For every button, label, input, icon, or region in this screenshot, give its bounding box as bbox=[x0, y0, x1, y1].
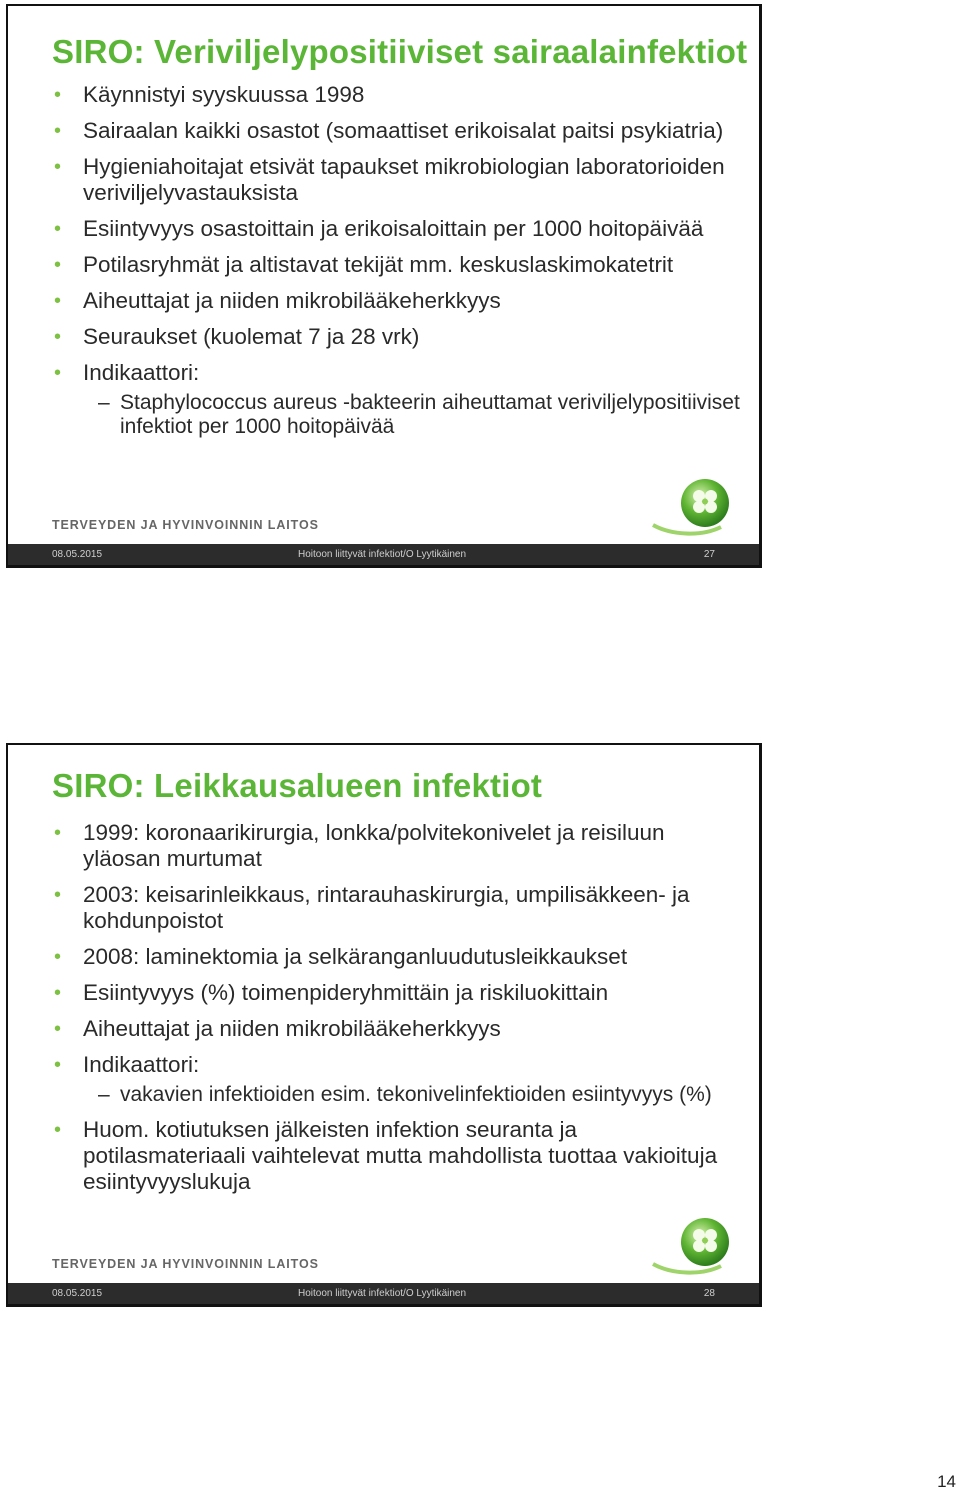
bullet-item: • 1999: koronaarikirurgia, lonkka/polvitekonivelet ja reisiluun yläosan murtumat bbox=[54, 820, 665, 871]
bullet-dot-icon: • bbox=[54, 254, 62, 276]
bullet-item: • Sairaalan kaikki osastot (somaattiset erikoisalat paitsi psykiatria) bbox=[54, 118, 724, 143]
bullet-item: • Hygieniahoitajat etsivät tapaukset mikrobiologian laboratorioiden veriviljelyvastauksista bbox=[54, 154, 725, 205]
bullet-dot-icon: • bbox=[54, 362, 62, 384]
bullet-dot-icon: • bbox=[54, 84, 62, 106]
bullet-item: • 2003: keisarinleikkaus, rintarauhaskirurgia, umpilisäkkeen- ja kohdunpoistot bbox=[54, 882, 690, 933]
bullet-dot-icon: • bbox=[54, 326, 62, 348]
dash-icon: – bbox=[98, 1083, 110, 1106]
bullet-item: • Aiheuttajat ja niiden mikrobilääkeherkkyys bbox=[54, 1016, 501, 1041]
bullet-item: • Indikaattori: – Staphylococcus aureus -bakteerin aiheuttamat veriviljelypositiiviset infektiot per 1000 hoitopäivää bbox=[52, 360, 742, 439]
bullet-item: • Huom. kotiutuksen jälkeisten infektion seuranta ja potilasmateriaali vaihtelevat mutta mahdollista tuottaa vakioituja esiintyvyyslukuja bbox=[54, 1117, 718, 1194]
slide-footer bbox=[8, 1283, 759, 1304]
sub-bullet-list bbox=[83, 391, 742, 439]
bullet-item: • Käynnistyi syyskuussa 1998 bbox=[54, 82, 365, 107]
slide-title: SIRO: Veriviljelypositiiviset sairaalainfektiot bbox=[52, 33, 748, 70]
bullet-dot-icon: • bbox=[54, 884, 62, 906]
slide-number: 27 bbox=[703, 549, 715, 560]
footer-date: 08.05.2015 bbox=[52, 1288, 103, 1299]
bullet-dot-icon: • bbox=[54, 946, 62, 968]
slide-27 bbox=[6, 4, 762, 568]
bullet-dot-icon: • bbox=[54, 218, 62, 240]
green-sphere-clover-logo-icon bbox=[651, 473, 741, 537]
bullet-dot-icon: • bbox=[54, 290, 62, 312]
bullet-item: • 2008: laminektomia ja selkäranganluudutusleikkaukset bbox=[54, 944, 628, 969]
footer-date: 08.05.2015 bbox=[52, 549, 103, 560]
bullet-dot-icon: • bbox=[54, 982, 62, 1004]
bullet-item: • Potilasryhmät ja altistavat tekijät mm. keskuslaskimokatetrit bbox=[54, 252, 674, 277]
bullet-list bbox=[52, 820, 742, 1205]
bullet-item: • Esiintyvyys osastoittain ja erikoisaloittain per 1000 hoitopäivää bbox=[54, 216, 704, 241]
bullet-list bbox=[52, 82, 742, 449]
bullet-dot-icon: • bbox=[54, 120, 62, 142]
bullet-item: • Indikaattori: – vakavien infektioiden esim. tekonivelinfektioiden esiintyvyys (%) bbox=[52, 1052, 742, 1107]
page-number: 14 bbox=[937, 1472, 956, 1491]
bullet-item: • Esiintyvyys (%) toimenpideryhmittäin ja riskiluokittain bbox=[54, 980, 609, 1005]
green-sphere-clover-logo-icon bbox=[651, 1212, 741, 1276]
footer-title: Hoitoon liittyvät infektiot/O Lyytikäinen bbox=[298, 1288, 467, 1299]
organization-logotype: TERVEYDEN JA HYVINVOINNIN LAITOS bbox=[52, 518, 319, 532]
bullet-dot-icon: • bbox=[54, 1054, 62, 1076]
sub-bullet-item: – Staphylococcus aureus -bakteerin aiheuttamat veriviljelypositiiviset infektiot per 1000 hoitopäivää bbox=[98, 391, 740, 438]
bullet-dot-icon: • bbox=[54, 1018, 62, 1040]
bullet-dot-icon: • bbox=[54, 1119, 62, 1141]
organization-logotype: TERVEYDEN JA HYVINVOINNIN LAITOS bbox=[52, 1257, 319, 1271]
bullet-item: • Seuraukset (kuolemat 7 ja 28 vrk) bbox=[54, 324, 420, 349]
slide-number: 28 bbox=[703, 1288, 715, 1299]
sub-bullet-item: – vakavien infektioiden esim. tekonivelinfektioiden esiintyvyys (%) bbox=[98, 1083, 712, 1106]
dash-icon: – bbox=[98, 391, 110, 414]
footer-title: Hoitoon liittyvät infektiot/O Lyytikäinen bbox=[298, 549, 467, 560]
slide-title: SIRO: Leikkausalueen infektiot bbox=[52, 767, 543, 804]
slide-28 bbox=[6, 743, 762, 1307]
bullet-dot-icon: • bbox=[54, 156, 62, 178]
sub-bullet-list bbox=[83, 1083, 742, 1107]
bullet-item: • Aiheuttajat ja niiden mikrobilääkeherkkyys bbox=[54, 288, 501, 313]
slide-footer bbox=[8, 544, 759, 565]
bullet-dot-icon: • bbox=[54, 822, 62, 844]
